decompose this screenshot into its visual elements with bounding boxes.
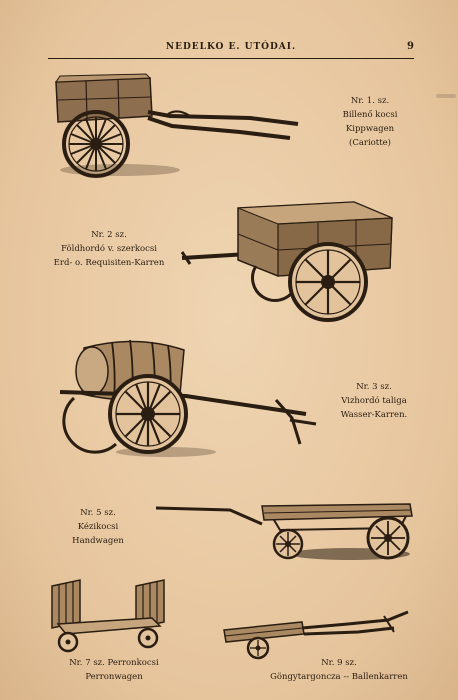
item-name-hu: Billenő kocsi (342, 110, 398, 120)
item-name-de: Perronwagen (85, 672, 143, 682)
earth-cart-illustration (178, 196, 400, 324)
item-caption-3 (328, 380, 420, 422)
item-name-de: Erd- o. Requisiten-Karren (53, 258, 165, 268)
item-caption-9 (254, 656, 424, 684)
item-caption-7 (44, 656, 184, 684)
item-name-de: Kippwagen (345, 124, 395, 134)
item-number: Nr. 1. sz. (350, 96, 390, 106)
item-number: Nr. 7 sz. Perronkocsi (69, 658, 159, 668)
item-caption-2 (44, 228, 174, 270)
ink-mark (436, 94, 456, 98)
item-name-hu: Kézikocsi (77, 522, 119, 532)
item-name-de: Wasser-Karren. (340, 410, 408, 420)
tipping-cart-illustration (50, 72, 302, 180)
item-name-hu-de: Göngytargoncza -- Ballenkarren (270, 672, 408, 682)
item-name-de: Handwagen (72, 536, 124, 546)
water-barrel-cart-illustration (56, 336, 320, 460)
platform-trolley-illustration (48, 578, 168, 654)
item-name-hu: Földhordó v. szerkocsi (61, 244, 157, 254)
item-caption-1 (320, 94, 420, 150)
header-title: NEDELKO E. UTÓDAI. (165, 42, 297, 52)
item-number: Nr. 9 sz. (321, 658, 357, 668)
hand-wagon-illustration (150, 500, 414, 564)
page-header (48, 40, 414, 59)
item-number: Nr. 3 sz. (356, 382, 392, 392)
item-name-alt: (Cariotte) (349, 138, 391, 148)
item-number: Nr. 5 sz. (80, 508, 116, 518)
item-number: Nr. 2 sz. (91, 230, 127, 240)
item-name-hu: Vizhordó taliga (341, 396, 407, 406)
page-number: 9 (407, 41, 414, 52)
item-caption-5 (48, 506, 148, 548)
bale-barrow-illustration (218, 608, 412, 660)
